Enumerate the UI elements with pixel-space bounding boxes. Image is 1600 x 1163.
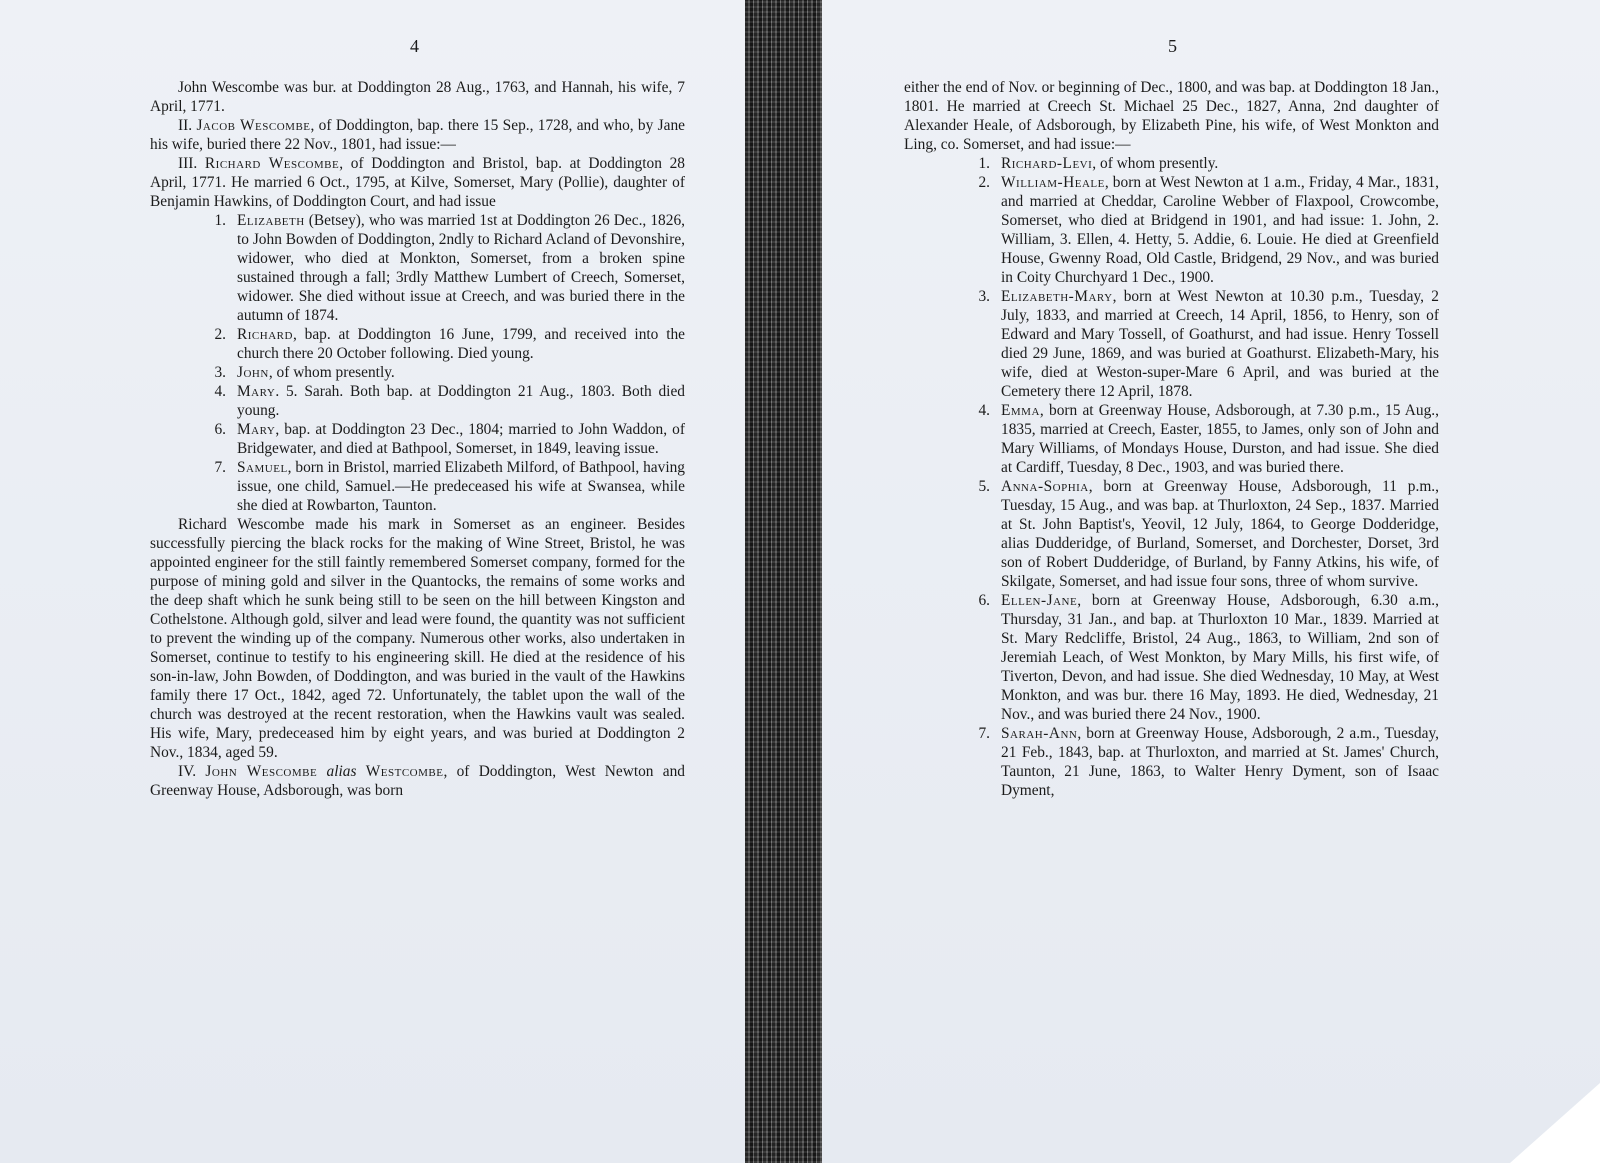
issue-item xyxy=(202,363,685,382)
paragraph-richard xyxy=(150,154,685,211)
issue-text: , born at Greenway House, Adsborough, at 7.30 p.m., 15 Aug., 1835, married at Creech, Easter, 1855, to James, only son of John and Mary Williams, of Mondays House, Durston, and had issue. She died at Cardiff, Tuesday, 8 Dec., 1903, and was buried there. xyxy=(1001,402,1439,476)
issue-text: . 5. Sarah. Both bap. at Doddington 21 Aug., 1803. Both died young. xyxy=(237,383,685,419)
issue-item xyxy=(966,591,1439,724)
paragraph-john xyxy=(150,762,685,800)
issue-name: Mary xyxy=(237,383,276,400)
issue-text: , born at Greenway House, Adsborough, 11 p.m., Tuesday, 15 Aug., and was bap. at Thurloxton, 24 Sep., 1837. Married at St. John Baptist's, Yeovil, 12 July, 1864, to George Dodderidge, alias Dudderidge, of Burland, Somerset, and Dorchester, Dorset, 3rd son of Robert Dudderidge, of Burland, by Fanny Atkins, his wife, of Skilgate, Somerset, and had issue four sons, three of whom survive. xyxy=(1001,478,1439,590)
book-gutter xyxy=(745,0,822,1163)
issue-name: Richard xyxy=(237,326,293,343)
page-corner-fold xyxy=(1510,1083,1600,1163)
generation-numeral: II. xyxy=(178,117,193,134)
issue-name: Elizabeth-Mary xyxy=(1001,288,1113,305)
generation-numeral: III. xyxy=(178,155,198,172)
left-page-text xyxy=(150,78,685,800)
person-name: Richard Wescombe xyxy=(204,155,340,172)
issue-text: , of whom presently. xyxy=(268,364,395,381)
page-number-left: 4 xyxy=(410,36,420,56)
issue-item xyxy=(966,287,1439,401)
issue-number: 1. xyxy=(978,155,990,172)
issue-text: , born at Greenway House, Adsborough, 2 a.m., Tuesday, 21 Feb., 1843, bap. at Thurloxton, and married at St. James' Church, Taunton, 21 June, 1863, to Walter Henry Dyment, son of Isaac Dyment, xyxy=(1001,725,1439,799)
paragraph-continuation: either the end of Nov. or beginning of Dec., 1800, and was bap. at Doddington 18 Jan., 1801. He married at Creech St. Michael 25 Dec., 1827, Anna, 2nd daughter of Alexander Heale, of Adsborough, by Elizabeth Pine, his wife, of West Monkton and Ling, co. Somerset, and had issue:— xyxy=(904,79,1439,153)
issue-list-john xyxy=(904,154,1439,800)
issue-list-richard xyxy=(150,211,685,515)
right-page-text xyxy=(904,78,1439,800)
alias-word: alias xyxy=(326,763,357,780)
issue-number: 4. xyxy=(214,383,226,400)
issue-item xyxy=(202,382,685,420)
issue-number: 5. xyxy=(978,478,990,495)
issue-number: 3. xyxy=(214,364,226,381)
issue-name: Emma xyxy=(1001,402,1040,419)
issue-text: , born at Greenway House, Adsborough, 6.30 a.m., Thursday, 31 Jan., and bap. at Thurloxton 10 Mar., 1839. Married at St. Mary Redcliffe, Bristol, 24 Aug., 1863, to William, 2nd son of Jeremiah Leach, of West Monkton, by Mary Mills, his first wife, of Tiverton, Devon, and had issue. She died Wednesday, 10 May, at West Monkton, and was bur. there 16 May, 1893. He died, Wednesday, 21 Nov., and was buried there 24 Nov., 1900. xyxy=(1001,592,1439,723)
issue-number: 4. xyxy=(978,402,990,419)
issue-text: , born in Bristol, married Elizabeth Milford, of Bathpool, having issue, one child, Samuel.—He predeceased his wife at Swansea, while she died at Rowbarton, Taunton. xyxy=(237,459,685,514)
page-number-right: 5 xyxy=(1168,36,1178,56)
issue-text: , born at West Newton at 10.30 p.m., Tuesday, 2 July, 1833, and married at Creech, 14 April, 1856, to Henry, son of Edward and Mary Tossell, of Goathurst, and had issue. Henry Tossell died 29 June, 1869, and was buried at Goathurst. Elizabeth-Mary, his wife, died at Weston-super-Mare 6 April, and was buried at the Cemetery there 12 April, 1878. xyxy=(1001,288,1439,400)
person-name: John Wescombe xyxy=(205,763,318,780)
issue-text: (Betsey), who was married 1st at Doddington 26 Dec., 1826, to John Bowden of Doddington, 2ndly to Richard Acland of Devonshire, widower, who died at Monkton, Somerset, from a broken spine sustained through a fall; 3rdly Matthew Lumbert of Creech, Somerset, widower. She died without issue at Creech, and was buried there in the autumn of 1874. xyxy=(237,212,685,324)
paragraph-text: , of Doddington, bap. there 15 Sep., 1728, and who, by Jane his wife, buried there 22 Nov., 1801, had issue:— xyxy=(150,117,685,153)
issue-item xyxy=(966,173,1439,287)
issue-item xyxy=(202,211,685,325)
issue-name: Elizabeth xyxy=(237,212,305,229)
generation-numeral: IV. xyxy=(178,763,197,780)
issue-name: Anna-Sophia xyxy=(1001,478,1089,495)
issue-name: John xyxy=(237,364,269,381)
issue-text: , bap. at Doddington 16 June, 1799, and received into the church there 20 October following. Died young. xyxy=(237,326,685,362)
issue-number: 7. xyxy=(978,725,990,742)
issue-item xyxy=(966,477,1439,591)
issue-text: , bap. at Doddington 23 Dec., 1804; married to John Waddon, of Bridgewater, and died at Bathpool, Somerset, in 1849, leaving issue. xyxy=(237,421,685,457)
issue-number: 7. xyxy=(214,459,226,476)
issue-item xyxy=(202,458,685,515)
issue-number: 3. xyxy=(978,288,990,305)
person-name: Jacob Wescombe xyxy=(196,117,311,134)
issue-number: 2. xyxy=(978,174,990,191)
paragraph-text: , of Doddington, West Newton and Greenway House, Adsborough, was born xyxy=(150,763,685,799)
issue-number: 6. xyxy=(978,592,990,609)
issue-name: Richard-Levi xyxy=(1001,155,1093,172)
left-page xyxy=(0,0,745,1163)
issue-name: Sarah-Ann xyxy=(1001,725,1078,742)
right-page xyxy=(822,0,1600,1163)
issue-item xyxy=(202,325,685,363)
issue-name: Samuel xyxy=(237,459,288,476)
paragraph-text: , of Doddington and Bristol, bap. at Doddington 28 April, 1771. He married 6 Oct., 1795, at Kilve, Somerset, Mary (Pollie), daughter of Benjamin Hawkins, of Doddington Court, and had issue xyxy=(150,155,685,210)
issue-item xyxy=(966,401,1439,477)
issue-number: 6. xyxy=(214,421,226,438)
issue-number: 2. xyxy=(214,326,226,343)
issue-number: 1. xyxy=(214,212,226,229)
issue-item xyxy=(966,154,1439,173)
issue-name: Mary xyxy=(237,421,276,438)
issue-item xyxy=(202,420,685,458)
paragraph-engineer: Richard Wescombe made his mark in Somerset as an engineer. Besides successfully piercing the black rocks for the making of Wine Street, Bristol, he was appointed engineer for the still faintly remembered Somerset company, formed for the purpose of mining gold and silver in the Quantocks, the remains of some works and the deep shaft which he sunk being still to be seen on the hill between Kingston and Cothelstone. Although gold, silver and lead were found, the quantity was not sufficient to prevent the winding up of the company. Numerous other works, also undertaken in Somerset, continue to testify to his engineering skill. He died at the residence of his son-in-law, John Bowden, of Doddington, and was buried in the vault of the Hawkins family there 17 Oct., 1842, aged 72. Unfortunately, the tablet upon the wall of the church was destroyed at the recent restoration, when the Hawkins vault was sealed. His wife, Mary, predeceased him by eight years, and was buried at Doddington 2 Nov., 1834, aged 59. xyxy=(150,516,685,761)
person-name-alias: Westcombe xyxy=(365,763,444,780)
issue-name: Ellen-Jane xyxy=(1001,592,1078,609)
issue-item xyxy=(966,724,1439,800)
issue-text: , born at West Newton at 1 a.m., Friday, 4 Mar., 1831, and married at Cheddar, Caroline Webber of Flaxpool, Crowcombe, Somerset, who died at Bridgend in 1901, and had issue: 1. John, 2. William, 3. Ellen, 4. Hetty, 5. Addie, 6. Louie. He died at Greenfield House, Gwenny Road, Old Castle, Bridgend, 29 Nov., and was buried in Coity Churchyard 1 Dec., 1900. xyxy=(1001,174,1439,286)
issue-text: , of whom presently. xyxy=(1092,155,1219,172)
issue-name: William-Heale xyxy=(1001,174,1105,191)
paragraph-jacob xyxy=(150,116,685,154)
paragraph-john-burial: John Wescombe was bur. at Doddington 28 Aug., 1763, and Hannah, his wife, 7 April, 1771. xyxy=(150,79,685,115)
